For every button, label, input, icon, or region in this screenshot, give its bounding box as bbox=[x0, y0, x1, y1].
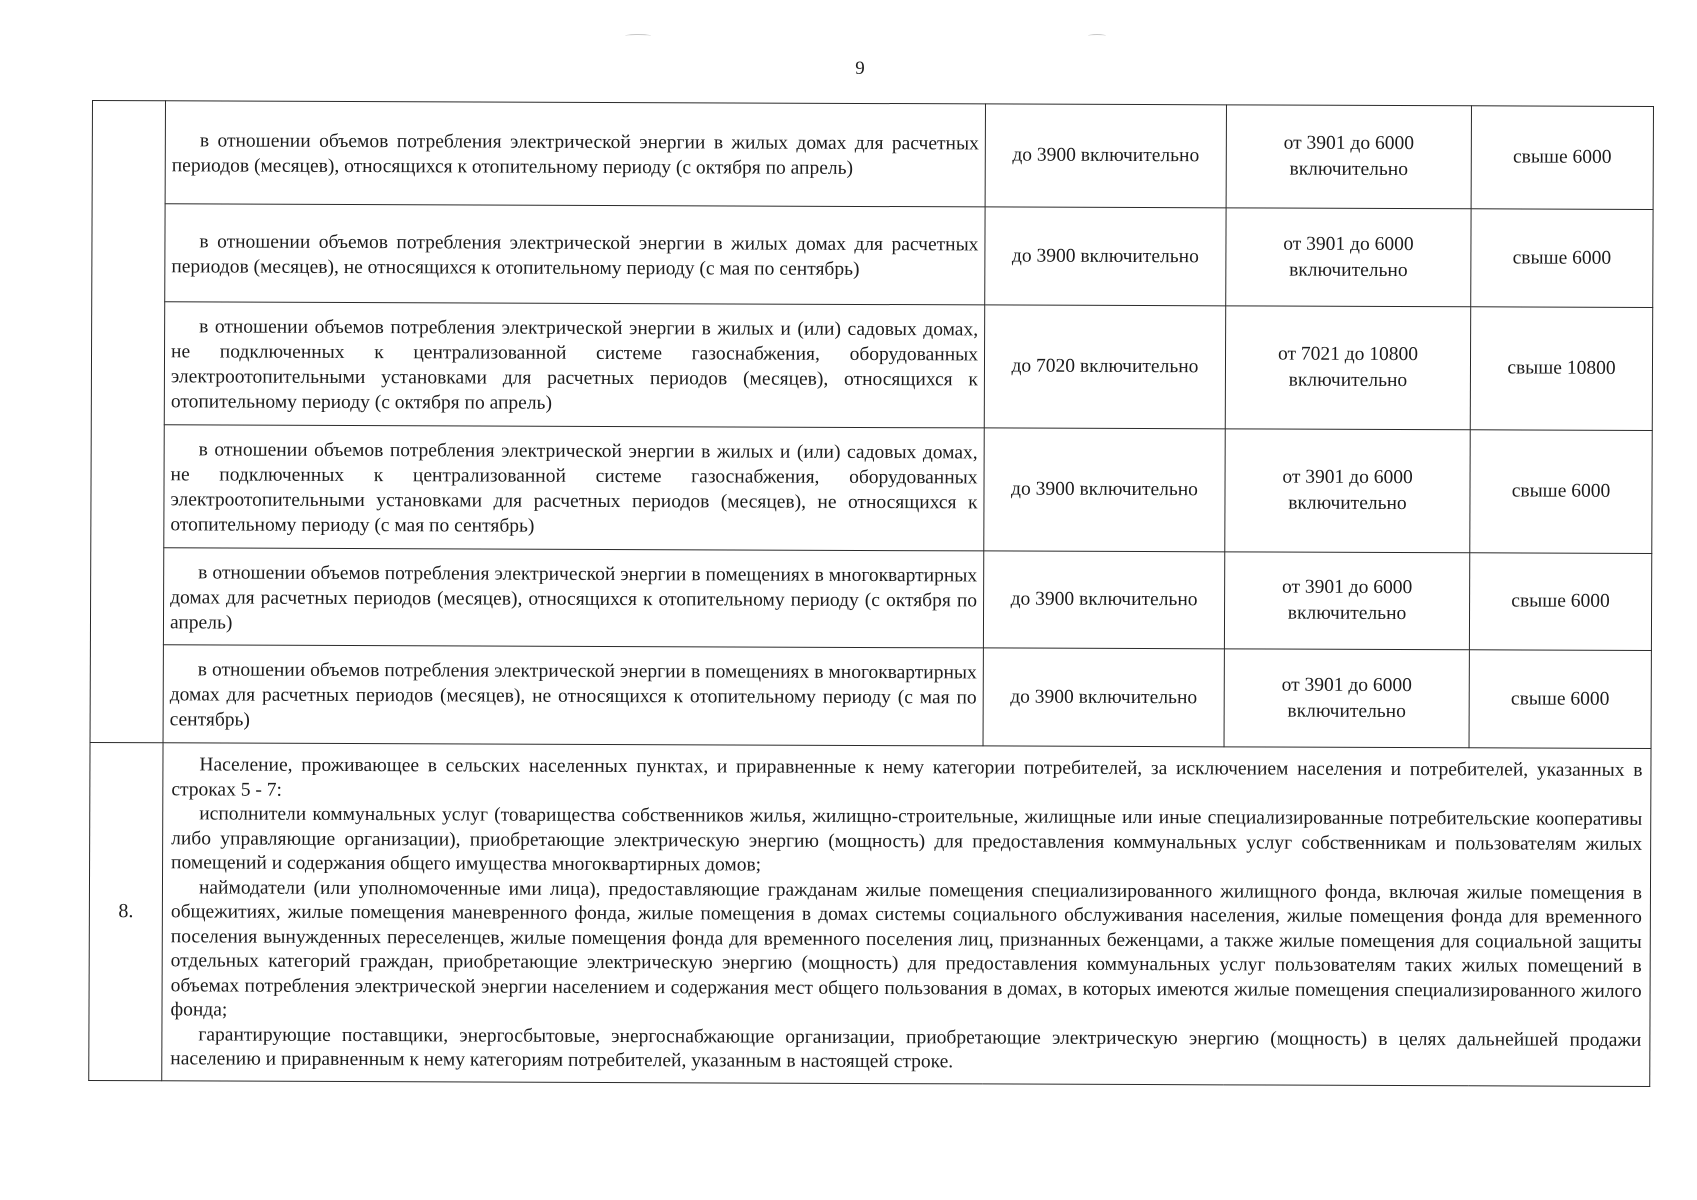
range2-cell: от 7021 до 10800 включительно bbox=[1225, 306, 1470, 430]
range2-cell: от 3901 до 6000 включительно bbox=[1226, 105, 1471, 209]
section8-paragraph: гарантирующие поставщики, энергосбытовые, энергоснабжающие организации, приобретающие электрическую энергию (мощность) в целях дальнейшей продажи населению и приравненным к нему категориям потребителей, указанным в настоящей строке. bbox=[170, 1023, 1642, 1073]
range1-cell: до 3900 включительно bbox=[983, 648, 1224, 747]
range1-cell: до 3900 включительно bbox=[983, 551, 1224, 649]
description-cell: в отношении объемов потребления электрической энергии в жилых и (или) садовых домах, не подключенных к централизованной системе газоснабжения, оборудованных электроотопительными установками для расчетных периодов (месяцев), относящихся к отопительному периоду (с октября по апрель) bbox=[164, 302, 984, 428]
range2-cell: от 3901 до 6000 включительно bbox=[1224, 649, 1469, 748]
range3-cell: свыше 6000 bbox=[1469, 650, 1651, 749]
range1-cell: до 7020 включительно bbox=[984, 305, 1225, 429]
description-cell: в отношении объемов потребления электрической энергии в жилых и (или) садовых домах, не подключенных к централизованной системе газоснабжения, оборудованных электроотопительными установками для расчетных периодов (месяцев), не относящихся к отопительному периоду (с мая по сентябрь) bbox=[164, 425, 984, 551]
table-row bbox=[92, 101, 1653, 210]
scan-artifact bbox=[1088, 34, 1106, 38]
description-cell: в отношении объемов потребления электрической энергии в жилых домах для расчетных периодов (месяцев), не относящихся к отопительному периоду (с мая по сентябрь) bbox=[165, 204, 985, 305]
description-cell: в отношении объемов потребления электрической энергии в помещениях в многоквартирных домах для расчетных периодов (месяцев), не относящихся к отопительному периоду (с мая по сентябрь) bbox=[163, 645, 983, 746]
row-number-cell: 8. bbox=[89, 742, 163, 1080]
range2-cell: от 3901 до 6000 включительно bbox=[1225, 429, 1470, 553]
scan-artifact bbox=[625, 34, 651, 38]
range3-cell: свыше 10800 bbox=[1470, 307, 1652, 431]
range3-cell: свыше 6000 bbox=[1471, 106, 1653, 210]
range3-cell: свыше 6000 bbox=[1470, 430, 1652, 554]
range3-cell: свыше 6000 bbox=[1469, 553, 1651, 651]
table-row bbox=[91, 302, 1652, 431]
range3-cell: свыше 6000 bbox=[1471, 209, 1653, 308]
range1-cell: до 3900 включительно bbox=[984, 428, 1225, 552]
section8-paragraph: исполнители коммунальных услуг (товарищества собственников жилья, жилищно-строительные, жилищные или иные специализированные потребительские кооперативы либо управляющие организации), приобретающие электрическую энергию (мощность) для предоставления коммунальных услуг собственникам и пользователям жилых помещений и содержания общего имущества многоквартирных домов; bbox=[171, 803, 1643, 876]
section8-paragraph: Население, проживающее в сельских населенных пунктах, и приравненные к нему категории потребителей, за исключением населения и потребителей, указанных в строках 5 - 7: bbox=[171, 754, 1643, 801]
row-number-cell bbox=[90, 101, 165, 743]
description-cell: в отношении объемов потребления электрической энергии в помещениях в многоквартирных домах для расчетных периодов (месяцев), относящихся к отопительному периоду (с октября по апрель) bbox=[163, 548, 983, 648]
tariff-table bbox=[88, 100, 1654, 1086]
table-row bbox=[90, 547, 1651, 650]
page-number: 9 bbox=[855, 58, 865, 79]
section8-paragraph: наймодатели (или уполномоченные ими лица), предоставляющие гражданам жилые помещения специализированного жилищного фонда, включая жилые помещения в общежитиях, жилые помещения маневренного фонда, жилые помещения в домах системы социального обслуживания населения, жилые помещения фонда для временного поселения вынужденных переселенцев, жилые помещения фонда для временного поселения лиц, признанных беженцами, а также жилые помещения для социальной защиты отдельных категорий граждан, приобретающие электрическую энергию (мощность) для предоставления коммунальных услуг пользователям таких жилых помещений в объемах потребления электрической энергии населением и содержания мест общего пользования в домах, в которых имеются жилые помещения специализированного жилого фонда; bbox=[170, 876, 1643, 1021]
table-row bbox=[91, 424, 1652, 553]
table-row bbox=[92, 204, 1653, 308]
range1-cell: до 3900 включительно bbox=[985, 104, 1226, 208]
table-row bbox=[90, 644, 1651, 748]
range2-cell: от 3901 до 6000 включительно bbox=[1226, 208, 1471, 307]
range1-cell: до 3900 включительно bbox=[985, 207, 1226, 306]
range2-cell: от 3901 до 6000 включительно bbox=[1224, 552, 1469, 650]
section8-text-cell bbox=[162, 743, 1651, 1086]
description-cell: в отношении объемов потребления электрической энергии в жилых домах для расчетных периодов (месяцев), относящихся к отопительному периоду (с октября по апрель) bbox=[165, 101, 985, 207]
table-row-section-8 bbox=[89, 742, 1651, 1085]
